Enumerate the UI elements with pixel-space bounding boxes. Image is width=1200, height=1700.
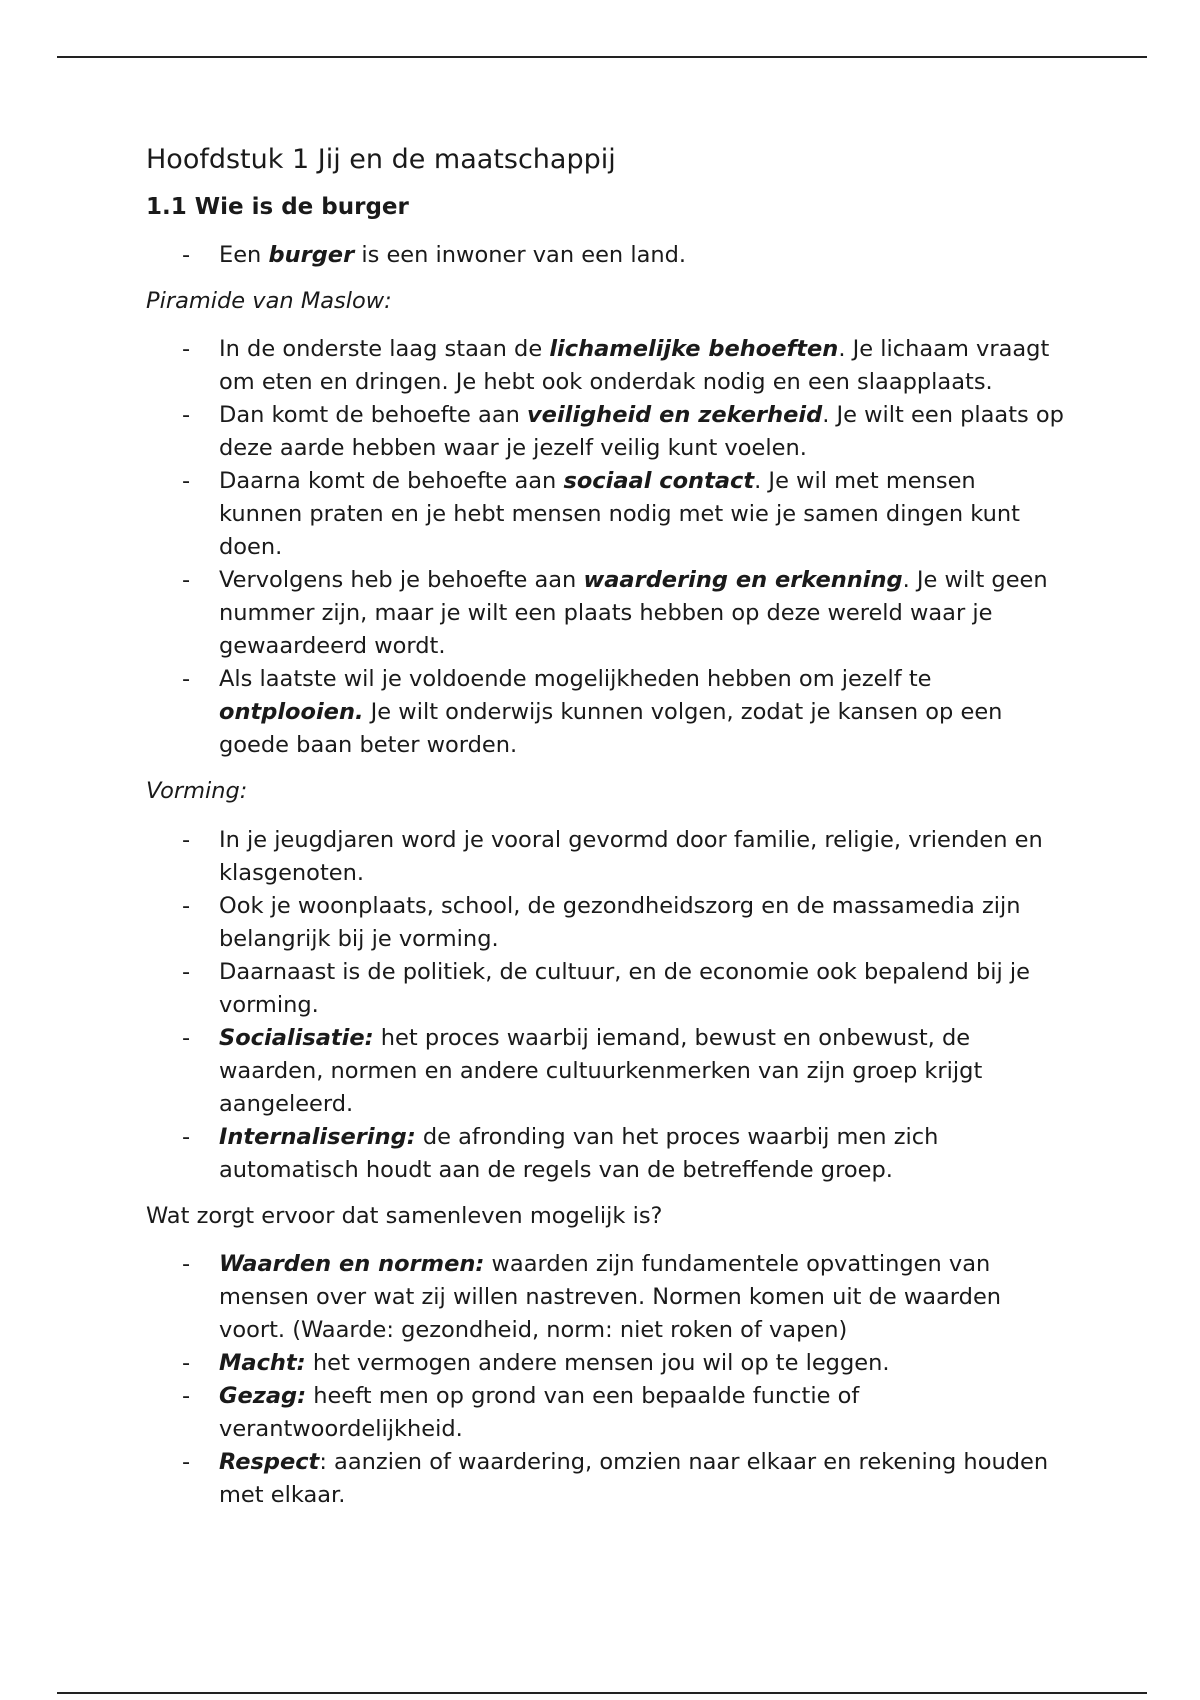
key-term: Macht:	[219, 1350, 306, 1377]
vorming-label: Vorming:	[146, 778, 248, 805]
section-title: 1.1 Wie is de burger	[146, 194, 409, 221]
key-term: waardering en erkenning	[583, 567, 903, 594]
key-term: veiligheid en zekerheid	[527, 402, 823, 429]
key-term: Waarden en normen:	[219, 1251, 485, 1278]
list-item: - Ook je woonplaats, school, de gezondheidszorg en de massamedia zijn belangrijk bij je vorming.	[146, 890, 1066, 956]
list-item: - Vervolgens heb je behoefte aan waardering en erkenning. Je wilt geen nummer zijn, maar je wilt een plaats hebben op deze wereld waar je gewaardeerd wordt.	[146, 564, 1066, 663]
dash-bullet: -	[182, 1251, 191, 1278]
key-term: Socialisatie:	[219, 1024, 374, 1051]
key-term: Respect	[219, 1449, 320, 1476]
key-term: burger	[268, 241, 355, 268]
dash-bullet: -	[182, 402, 191, 429]
samenleven-question: Wat zorgt ervoor dat samenleven mogelijk is?	[146, 1202, 663, 1229]
key-term: Internalisering:	[219, 1123, 416, 1150]
list-item: - Socialisatie: het proces waarbij iemand, bewust en onbewust, de waarden, normen en andere cultuurkenmerken van zijn groep krijgt aangeleerd.	[146, 1022, 1066, 1121]
dash-bullet: -	[182, 666, 191, 693]
header-rule	[57, 56, 1147, 58]
maslow-label: Piramide van Maslow:	[146, 287, 392, 314]
dash-bullet: -	[182, 336, 191, 363]
document-body	[146, 142, 1066, 1526]
dash-bullet: -	[182, 892, 191, 919]
dash-bullet: -	[182, 468, 191, 495]
key-term: lichamelijke behoeften	[549, 336, 839, 363]
dash-bullet: -	[182, 241, 191, 268]
dash-bullet: -	[182, 1024, 191, 1051]
samenleven-list	[146, 1248, 1066, 1512]
dash-bullet: -	[182, 1123, 191, 1150]
list-item: - Als laatste wil je voldoende mogelijkheden hebben om jezelf te ontplooien. Je wilt onderwijs kunnen volgen, zodat je kansen op een goede baan beter worden.	[146, 663, 1066, 762]
list-item: - Waarden en normen: waarden zijn fundamentele opvattingen van mensen over wat zij willen nastreven. Normen komen uit de waarden voort. (Waarde: gezondheid, norm: niet roken of vapen)	[146, 1248, 1066, 1347]
dash-bullet: -	[182, 567, 191, 594]
list-item: - Dan komt de behoefte aan veiligheid en zekerheid. Je wilt een plaats op deze aarde hebben waar je jezelf veilig kunt voelen.	[146, 399, 1066, 465]
vorming-list	[146, 824, 1066, 1187]
list-item: - In de onderste laag staan de lichamelijke behoeften. Je lichaam vraagt om eten en dringen. Je hebt ook onderdak nodig en een slaapplaats.	[146, 333, 1066, 399]
maslow-list	[146, 333, 1066, 762]
list-item: - Een burger is een inwoner van een land.	[146, 239, 1066, 272]
dash-bullet: -	[182, 1449, 191, 1476]
list-item: - Daarnaast is de politiek, de cultuur, en de economie ook bepalend bij je vorming.	[146, 956, 1066, 1022]
key-term: Gezag:	[219, 1383, 307, 1410]
footer-rule	[57, 1692, 1147, 1694]
list-item: - Daarna komt de behoefte aan sociaal contact. Je wil met mensen kunnen praten en je hebt mensen nodig met wie je samen dingen kunt doen.	[146, 465, 1066, 564]
dash-bullet: -	[182, 1350, 191, 1377]
key-term: sociaal contact	[563, 468, 755, 495]
intro-list	[146, 239, 1066, 272]
key-term: ontplooien.	[219, 699, 364, 726]
dash-bullet: -	[182, 826, 191, 853]
list-item: - Respect: aanzien of waardering, omzien naar elkaar en rekening houden met elkaar.	[146, 1446, 1066, 1512]
list-item: - In je jeugdjaren word je vooral gevormd door familie, religie, vrienden en klasgenoten.	[146, 824, 1066, 890]
list-item: - Internalisering: de afronding van het proces waarbij men zich automatisch houdt aan de regels van de betreffende groep.	[146, 1121, 1066, 1187]
dash-bullet: -	[182, 958, 191, 985]
list-item: - Gezag: heeft men op grond van een bepaalde functie of verantwoordelijkheid.	[146, 1380, 1066, 1446]
list-item: - Macht: het vermogen andere mensen jou wil op te leggen.	[146, 1347, 1066, 1380]
chapter-title: Hoofdstuk 1 Jij en de maatschappij	[146, 144, 616, 175]
dash-bullet: -	[182, 1383, 191, 1410]
